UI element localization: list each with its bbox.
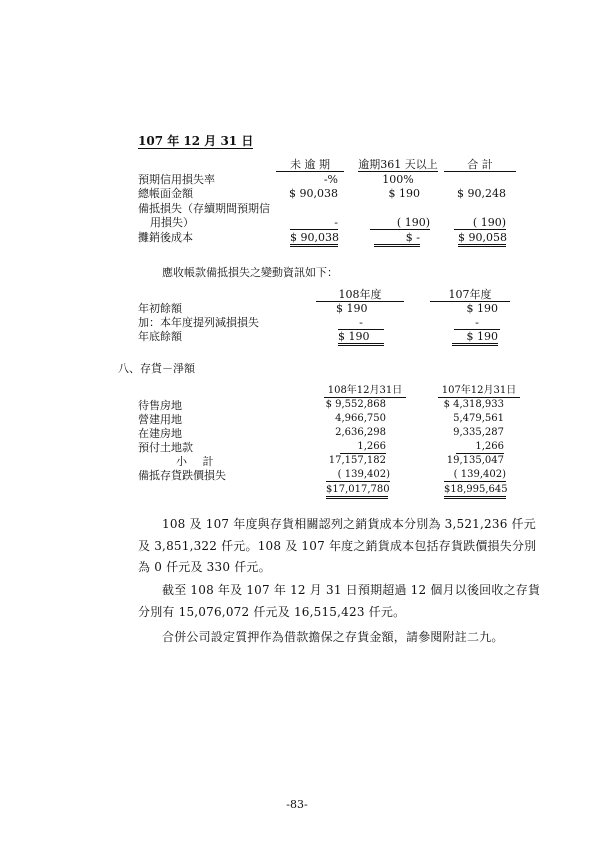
row-label-opening: 年初餘額 xyxy=(138,302,182,315)
row-value: 5,479,561 xyxy=(453,413,504,424)
col-header-107: 107年度 xyxy=(430,288,510,302)
row-label-gross-amount: 總帳面金額 xyxy=(138,187,193,200)
row-label-for-sale: 待售房地 xyxy=(138,399,182,412)
row-value: 17,157,182 xyxy=(328,455,386,466)
row-label-amortized-cost: 攤銷後成本 xyxy=(138,231,193,244)
row-value: - xyxy=(290,216,338,230)
col-header-2019: 108年12月31日 xyxy=(324,385,406,398)
col-header-total: 合 計 xyxy=(444,158,516,172)
row-value: $ 4,318,933 xyxy=(443,399,504,410)
movement-intro: 應收帳款備抵損失之變動資訊如下： xyxy=(162,266,338,279)
row-value: ( 190) xyxy=(370,216,430,230)
col-header-2018: 107年12月31日 xyxy=(438,385,520,398)
row-value: $ 190 xyxy=(388,187,420,200)
row-value: ( 139,402) xyxy=(326,469,390,482)
row-value: - xyxy=(338,316,384,330)
row-value: $ - xyxy=(374,231,420,247)
row-value: - xyxy=(454,316,500,330)
row-value: $ 190 xyxy=(338,330,384,346)
row-value: $ 9,552,868 xyxy=(325,399,386,410)
row-value: -% xyxy=(323,173,338,186)
row-label-allowance: 備抵損失（存續期間預期信 xyxy=(138,202,270,215)
row-label-ecl-rate: 預期信用損失率 xyxy=(138,173,215,186)
row-value: 19,135,047 xyxy=(446,455,504,466)
row-value: $ 190 xyxy=(452,330,498,346)
date-heading: 107 年 12 月 31 日 xyxy=(138,134,254,148)
row-value: 1,266 xyxy=(456,441,504,454)
row-value: 9,335,287 xyxy=(453,427,504,438)
row-value: 4,966,750 xyxy=(335,413,386,424)
row-label-land-prepayment: 預付土地款 xyxy=(138,441,193,454)
row-label-writedown: 備抵存貨跌價損失 xyxy=(138,469,226,482)
paragraph-line: 合併公司設定質押作為借款擔保之存貨金額，請參閱附註二九。 xyxy=(162,630,504,644)
col-header-overdue-361: 逾期361 天以上 xyxy=(358,158,438,171)
row-label-under-construction: 在建房地 xyxy=(138,427,182,440)
row-label-impairment: 加：本年度提列減損損失 xyxy=(138,316,259,329)
row-value: 1,266 xyxy=(340,441,386,454)
row-value: $ 190 xyxy=(466,302,498,315)
row-value: ( 139,402) xyxy=(444,469,506,482)
row-value-net-total: $17,017,780 xyxy=(326,484,388,499)
row-value: 2,636,298 xyxy=(335,427,386,438)
row-value: 100% xyxy=(382,173,414,186)
col-header-108: 108年度 xyxy=(316,288,404,302)
paragraph-line: 分別有 15,076,072 仟元及 16,515,423 仟元。 xyxy=(138,605,406,619)
paragraph-line: 為 0 仟元及 330 仟元。 xyxy=(138,560,271,574)
row-label-allowance-cont: 用損失） xyxy=(150,216,194,229)
page-number: -83- xyxy=(286,798,308,811)
row-value: $ 90,248 xyxy=(457,187,506,200)
row-value: $ 90,038 xyxy=(289,187,338,200)
row-label-construction-land: 營建用地 xyxy=(138,413,182,426)
row-value: $ 190 xyxy=(336,302,368,315)
row-value: $ 90,058 xyxy=(458,231,506,247)
row-value: ( 190) xyxy=(454,216,506,230)
row-label-closing: 年底餘額 xyxy=(138,330,182,343)
paragraph-line: 截至 108 年及 107 年 12 月 31 日預期超過 12 個月以後回收之存貨 xyxy=(162,583,541,597)
paragraph-line: 及 3,851,322 仟元。108 及 107 年度之銷貨成本包括存貨跌價損失分別 xyxy=(138,539,537,553)
col-header-not-overdue: 未 逾 期 xyxy=(276,158,344,172)
section-heading-inventory: 八、存貨－淨額 xyxy=(118,362,195,375)
paragraph-line: 108 及 107 年度與存貨相關認列之銷貨成本分別為 3,521,236 仟元 xyxy=(162,517,536,531)
row-value-net-total: $18,995,645 xyxy=(444,484,506,499)
row-value: $ 90,038 xyxy=(290,231,338,247)
row-label-subtotal: 小 計 xyxy=(176,455,220,468)
